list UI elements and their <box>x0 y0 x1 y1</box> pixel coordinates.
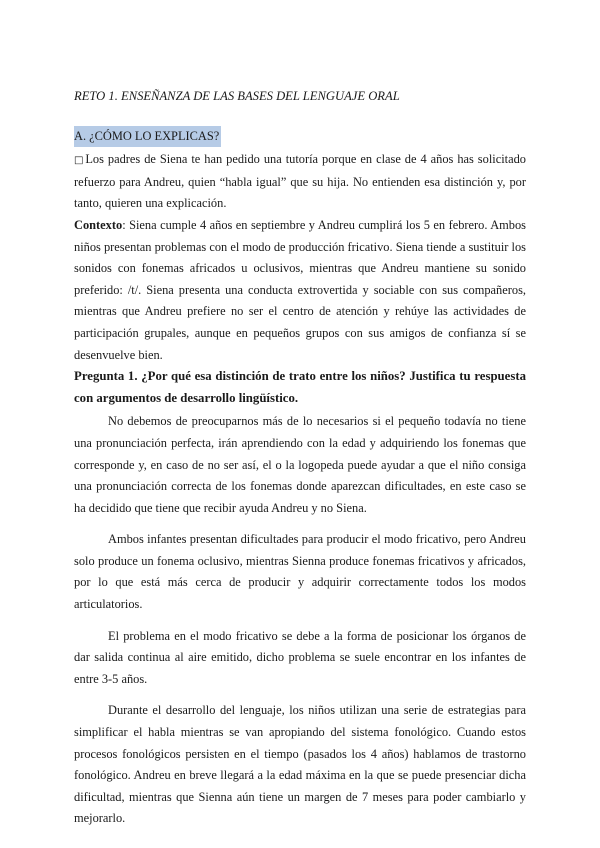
section-heading-row <box>74 126 526 148</box>
context-label: Contexto <box>74 217 123 232</box>
answer-paragraph-4: Durante el desarrollo del lenguaje, los niños utilizan una serie de estrategias para simplificar el habla mientras se van apropiando del sistema fonológico. Cuando estos procesos fonológicos persisten en el tiempo (pasados los 4 años) hablamos de trastorno fonológico. Andreu en breve llegará a la edad máxima en la que se puede presenciar dicha dificultad, mientras que Sienna aún tiene un margen de 7 meses para poder cambiarlo y mejorarlo. <box>74 703 526 826</box>
context-text: : Siena cumple 4 años en septiembre y Andreu cumplirá los 5 en febrero. Ambos niños presentan problemas con el modo de producción fricativo. Siena tiende a sustituir los sonidos con fonemas africados u oclusivos, mientras que Andreu mantiene su sonido preferido: /t/. Siena presenta una conducta extrovertida y sociable con sus compañeros, mientras que Andreu prefiere no ser el centro de atención y rehúye las actividades de participación grupales, aunque en pequeños grupos con sus amigos de confianza sí se desenvuelve bien. <box>74 217 526 362</box>
document-title: RETO 1. ENSEÑANZA DE LAS BASES DEL LENGUAJE ORAL <box>74 89 400 103</box>
checkbox-glyph-icon: □ <box>74 155 85 167</box>
answer-paragraph-1: No debemos de preocuparnos más de lo necesarios si el pequeño todavía no tiene una pronunciación perfecta, irán aprendiendo con la edad y adquiriendo los fonemas que corresponde y, en caso de no ser así, el o la logopeda puede ayudar a que el niño consiga una pronunciación correcta de los fonemas donde aparezcan dificultades, en este caso se ha decidido que tiene que recibir ayuda Andreu y no Siena. <box>74 414 526 515</box>
answer-paragraph-3: El problema en el modo fricativo se debe a la forma de posicionar los órganos de dar salida continua al aire emitido, dicho problema se suele encontrar en los infantes de entre 3-5 años. <box>74 628 526 686</box>
question-heading: Pregunta 1. ¿Por qué esa distinción de trato entre los niños? Justifica tu respuesta con argumentos de desarrollo lingüístico. <box>74 369 526 405</box>
intro-paragraph <box>74 149 526 215</box>
answer-paragraph-2: Ambos infantes presentan dificultades para producir el modo fricativo, pero Andreu solo produce un fonema oclusivo, mientras Sienna produce fonemas fricativos y africados, por lo que está más cerca de producir y adquirir correctamente todos los modos articulatorios. <box>74 532 526 612</box>
intro-text: Los padres de Siena te han pedido una tutoría porque en clase de 4 años has solicitado refuerzo para Andreu, quien “habla igual” que su hija. No entienden esa distinción y, por tanto, quieren una explicación. <box>74 152 526 211</box>
section-heading: A. ¿CÓMO LO EXPLICAS? <box>74 126 221 148</box>
context-paragraph <box>74 215 526 366</box>
document-body <box>74 86 526 830</box>
